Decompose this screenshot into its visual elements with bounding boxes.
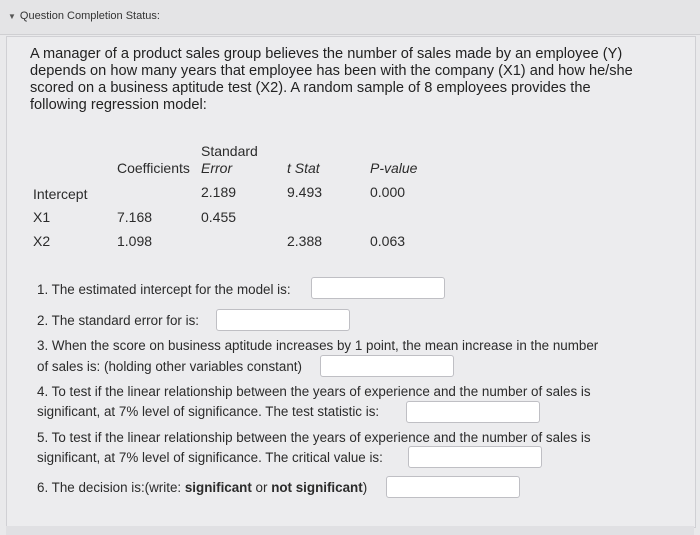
question-3-text-line2: of sales is: (holding other variables constant)	[37, 359, 302, 374]
answer-4-input[interactable]	[406, 401, 540, 423]
question-6-text	[37, 480, 367, 495]
header-pvalue: P-value	[370, 160, 418, 176]
answer-5-input[interactable]	[408, 446, 542, 468]
collapse-triangle-icon[interactable]: ▼	[8, 11, 16, 21]
row-x2-coef: 1.098	[117, 233, 153, 249]
question-6-mid: or	[251, 480, 272, 495]
row-intercept-t: 9.493	[287, 184, 323, 200]
answer-1-input[interactable]	[311, 277, 445, 299]
top-bar	[0, 0, 700, 35]
question-completion-status[interactable]	[8, 10, 160, 22]
question-4-text-line2: significant, at 7% level of significance. The test statistic is:	[37, 404, 380, 419]
option-not-significant: not significant	[271, 480, 363, 495]
header-coefficients: Coefficients	[117, 160, 190, 176]
row-x2-name: X2	[33, 233, 51, 249]
row-x1-se: 0.455	[201, 209, 237, 225]
question-6-suffix: )	[362, 480, 368, 495]
question-1-text: 1. The estimated intercept for the model is:	[37, 282, 291, 297]
option-significant: significant	[184, 480, 252, 495]
panel-bottom-edge	[6, 526, 694, 535]
row-intercept-se: 2.189	[201, 184, 237, 200]
row-intercept-name: Intercept	[33, 186, 88, 202]
row-x2-p: 0.063	[370, 233, 406, 249]
answer-3-input[interactable]	[320, 355, 454, 377]
row-x1-coef: 7.168	[117, 209, 153, 225]
row-x2-t: 2.388	[287, 233, 323, 249]
header-error: Error	[201, 160, 233, 176]
question-intro: A manager of a product sales group believes the number of sales made by an employee (Y) depends on how many years that employee has been with the company (X1) and how he/she scored on a business aptitude test (X2). A random sample of 8 employees provides the following regression model:	[30, 46, 633, 113]
row-x1-name: X1	[33, 209, 51, 225]
question-2-text: 2. The standard error for is:	[37, 313, 200, 328]
question-3-text-line1: 3. When the score on business aptitude increases by 1 point, the mean increase in the number	[37, 338, 599, 353]
answer-2-input[interactable]	[216, 309, 350, 331]
header-standard: Standard	[201, 143, 258, 159]
question-5-text-line1: 5. To test if the linear relationship between the years of experience and the number of sales is	[37, 430, 591, 445]
question-4-text-line1: 4. To test if the linear relationship between the years of experience and the number of sales is	[37, 384, 591, 399]
status-label: Question Completion Status:	[19, 10, 160, 22]
question-5-text-line2: significant, at 7% level of significance. The critical value is:	[37, 450, 383, 465]
question-6-prefix: 6. The decision is:(write:	[37, 480, 185, 495]
header-tstat: t Stat	[287, 160, 320, 176]
answer-6-input[interactable]	[386, 476, 520, 498]
row-intercept-p: 0.000	[370, 184, 406, 200]
